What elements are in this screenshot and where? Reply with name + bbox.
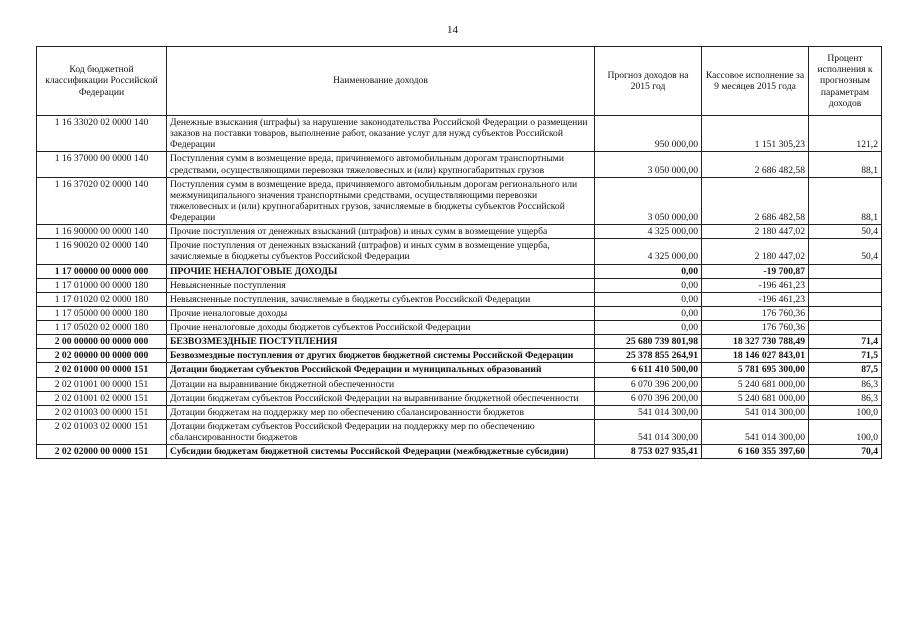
cell-percent: 50,4 [809,225,882,239]
cell-percent [809,306,882,320]
cell-forecast: 25 680 739 801,98 [595,335,702,349]
table-row [37,278,882,292]
cell-percent: 100,0 [809,405,882,419]
cell-name: Дотации бюджетам субъектов Российской Федерации на выравнивание бюджетной обеспеченности [167,391,595,405]
cell-name: Прочие поступления от денежных взысканий (штрафов) и иных сумм в возмещение ущерба [167,225,595,239]
cell-percent: 100,0 [809,419,882,444]
cell-percent: 88,1 [809,152,882,177]
header-actual: Кассовое исполнение за 9 месяцев 2015 года [702,47,809,116]
cell-actual: 5 240 681 000,00 [702,391,809,405]
table-row [37,349,882,363]
cell-forecast: 0,00 [595,264,702,278]
table-row [37,292,882,306]
cell-actual: 541 014 300,00 [702,419,809,444]
cell-code: 2 02 01001 00 0000 151 [37,377,167,391]
cell-forecast: 541 014 300,00 [595,405,702,419]
cell-actual: 6 160 355 397,60 [702,445,809,459]
table-header-row [37,47,882,116]
cell-forecast: 3 050 000,00 [595,177,702,225]
cell-code: 2 02 01001 02 0000 151 [37,391,167,405]
table-row [37,239,882,264]
cell-forecast: 25 378 855 264,91 [595,349,702,363]
cell-name: Невыясненные поступления, зачисляемые в бюджеты субъектов Российской Федерации [167,292,595,306]
cell-code: 1 16 37000 00 0000 140 [37,152,167,177]
cell-code: 1 16 33020 02 0000 140 [37,116,167,152]
cell-code: 2 02 02000 00 0000 151 [37,445,167,459]
cell-actual: 176 760,36 [702,306,809,320]
cell-percent: 86,3 [809,391,882,405]
cell-actual: 18 146 027 843,01 [702,349,809,363]
cell-actual: 176 760,36 [702,321,809,335]
cell-percent: 71,4 [809,335,882,349]
cell-name: Поступления сумм в возмещение вреда, причиняемого автомобильным дорогам регионального или межмуниципального значения транспортными средствами, осуществляющими перевозки тяжеловесных и (или) крупногабаритных грузов, зачисляемые в бюджеты субъектов Российской Федерации [167,177,595,225]
cell-name: Дотации бюджетам субъектов Российской Федерации и муниципальных образований [167,363,595,377]
cell-code: 1 17 00000 00 0000 000 [37,264,167,278]
cell-forecast: 6 070 396 200,00 [595,377,702,391]
cell-percent: 88,1 [809,177,882,225]
cell-forecast: 8 753 027 935,41 [595,445,702,459]
cell-forecast: 950 000,00 [595,116,702,152]
table-row [37,445,882,459]
cell-code: 1 17 01000 00 0000 180 [37,278,167,292]
cell-percent: 86,3 [809,377,882,391]
cell-percent: 50,4 [809,239,882,264]
cell-name: Невыясненные поступления [167,278,595,292]
cell-percent: 87,5 [809,363,882,377]
cell-name: Дотации бюджетам субъектов Российской Федерации на поддержку мер по обеспечению сбалансированности бюджетов [167,419,595,444]
table-row [37,419,882,444]
table-row [37,152,882,177]
cell-code: 1 17 05000 00 0000 180 [37,306,167,320]
header-forecast: Прогноз доходов на 2015 год [595,47,702,116]
cell-code: 2 02 01003 02 0000 151 [37,419,167,444]
cell-actual: -196 461,23 [702,278,809,292]
cell-name: Дотации на выравнивание бюджетной обеспеченности [167,377,595,391]
cell-code: 2 00 00000 00 0000 000 [37,335,167,349]
cell-name: Прочие неналоговые доходы [167,306,595,320]
cell-code: 1 16 90000 00 0000 140 [37,225,167,239]
cell-actual: 541 014 300,00 [702,405,809,419]
cell-name: ПРОЧИЕ НЕНАЛОГОВЫЕ ДОХОДЫ [167,264,595,278]
cell-percent [809,264,882,278]
cell-actual: -19 700,87 [702,264,809,278]
cell-name: Дотации бюджетам на поддержку мер по обеспечению сбалансированности бюджетов [167,405,595,419]
cell-forecast: 0,00 [595,321,702,335]
cell-forecast: 4 325 000,00 [595,225,702,239]
cell-name: Поступления сумм в возмещение вреда, причиняемого автомобильным дорогам транспортными средствами, осуществляющими перевозки тяжеловесных и (или) крупногабаритных грузов [167,152,595,177]
cell-percent: 70,4 [809,445,882,459]
table-row [37,177,882,225]
cell-percent [809,278,882,292]
revenue-table [36,46,882,459]
cell-percent [809,292,882,306]
cell-name: Безвозмездные поступления от других бюджетов бюджетной системы Российской Федерации [167,349,595,363]
table-row [37,363,882,377]
cell-code: 1 17 05020 02 0000 180 [37,321,167,335]
table-row [37,306,882,320]
table-row [37,377,882,391]
cell-name: Прочие поступления от денежных взысканий (штрафов) и иных сумм в возмещение ущерба, зачисляемые в бюджеты субъектов Российской Федерации [167,239,595,264]
cell-percent [809,321,882,335]
header-name: Наименование доходов [167,47,595,116]
cell-forecast: 4 325 000,00 [595,239,702,264]
page-number: 14 [447,24,458,36]
cell-forecast: 6 611 410 500,00 [595,363,702,377]
cell-forecast: 0,00 [595,306,702,320]
cell-forecast: 6 070 396 200,00 [595,391,702,405]
cell-percent: 121,2 [809,116,882,152]
table-row [37,264,882,278]
cell-name: БЕЗВОЗМЕЗДНЫЕ ПОСТУПЛЕНИЯ [167,335,595,349]
table-row [37,225,882,239]
cell-code: 1 16 37020 02 0000 140 [37,177,167,225]
table-row [37,405,882,419]
cell-forecast: 3 050 000,00 [595,152,702,177]
table-row [37,321,882,335]
header-percent: Процент исполнения к прогнозным параметрам доходов [809,47,882,116]
cell-actual: 2 686 482,58 [702,152,809,177]
cell-actual: 5 240 681 000,00 [702,377,809,391]
cell-actual: 2 686 482,58 [702,177,809,225]
cell-forecast: 0,00 [595,278,702,292]
cell-code: 1 16 90020 02 0000 140 [37,239,167,264]
header-code: Код бюджетной классификации Российской Федерации [37,47,167,116]
cell-actual: 1 151 305,23 [702,116,809,152]
cell-forecast: 541 014 300,00 [595,419,702,444]
cell-name: Субсидии бюджетам бюджетной системы Российской Федерации (межбюджетные субсидии) [167,445,595,459]
cell-name: Прочие неналоговые доходы бюджетов субъектов Российской Федерации [167,321,595,335]
cell-code: 2 02 01000 00 0000 151 [37,363,167,377]
cell-code: 1 17 01020 02 0000 180 [37,292,167,306]
cell-actual: 5 781 695 300,00 [702,363,809,377]
cell-forecast: 0,00 [595,292,702,306]
cell-actual: 2 180 447,02 [702,225,809,239]
cell-code: 2 02 00000 00 0000 000 [37,349,167,363]
cell-actual: 2 180 447,02 [702,239,809,264]
table-row [37,116,882,152]
cell-actual: 18 327 730 788,49 [702,335,809,349]
table-row [37,391,882,405]
cell-percent: 71,5 [809,349,882,363]
cell-actual: -196 461,23 [702,292,809,306]
table-row [37,335,882,349]
cell-name: Денежные взыскания (штрафы) за нарушение законодательства Российской Федерации о размещении заказов на поставки товаров, выполнение работ, оказание услуг для нужд субъектов Российской Федерации [167,116,595,152]
cell-code: 2 02 01003 00 0000 151 [37,405,167,419]
